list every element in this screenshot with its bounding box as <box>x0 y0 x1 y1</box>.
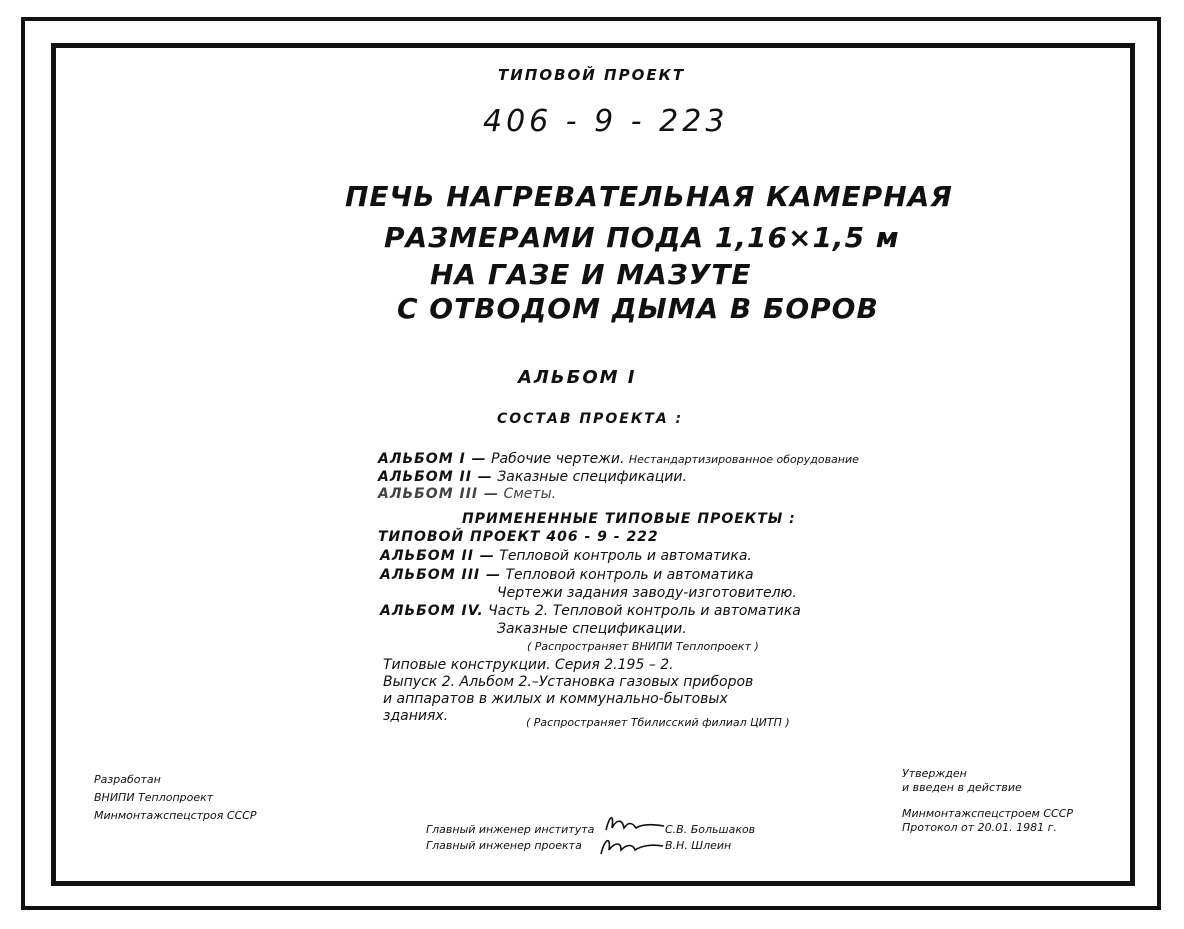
distributor-1: ( Распространяет ВНИПИ Теплопроект ) <box>527 640 759 653</box>
construction-line-1: Типовые конструкции. Серия 2.195 – 2. <box>383 657 674 673</box>
applied-album-4-line2: Заказные спецификации. <box>497 621 687 637</box>
title-line-4: С ОТВОДОМ ДЫМА В БОРОВ <box>397 292 879 325</box>
developer-line-1: Разработан <box>94 773 161 786</box>
album-2-label: АЛЬБОМ II — <box>378 469 493 485</box>
composition-item-2 <box>378 469 687 485</box>
composition-item-3 <box>378 486 556 502</box>
applied-album-2-text: Тепловой контроль и автоматика. <box>499 548 752 564</box>
applied-album-3 <box>380 567 754 583</box>
series-label: ТИПОВОЙ ПРОЕКТ <box>498 66 686 84</box>
applied-heading: ПРИМЕНЕННЫЕ ТИПОВЫЕ ПРОЕКТЫ : <box>462 511 796 527</box>
applied-album-3-label: АЛЬБОМ III — <box>380 567 502 583</box>
applied-album-4-text: Часть 2. Тепловой контроль и автоматика <box>488 603 801 619</box>
approval-line-4: Протокол от 20.01. 1981 г. <box>902 821 1057 834</box>
composition-item-1 <box>378 451 859 467</box>
applied-album-2 <box>380 548 752 564</box>
applied-album-4 <box>380 603 801 619</box>
construction-line-2: Выпуск 2. Альбом 2.–Установка газовых приборов <box>383 674 754 690</box>
album-3-text: Сметы. <box>503 486 557 502</box>
applied-album-2-label: АЛЬБОМ II — <box>380 548 495 564</box>
developer-line-2: ВНИПИ Теплопроект <box>94 791 214 804</box>
applied-album-4-label: АЛЬБОМ IV. <box>380 603 484 619</box>
album-1-label: АЛЬБОМ I — <box>378 451 487 467</box>
approval-line-3: Минмонтажспецстроем СССР <box>902 807 1074 820</box>
construction-line-4: зданиях. <box>383 708 449 724</box>
title-line-1: ПЕЧЬ НАГРЕВАТЕЛЬНАЯ КАМЕРНАЯ <box>345 180 953 213</box>
chief-institute-name: С.В. Большаков <box>665 823 756 836</box>
album-1-note: Нестандартизированное оборудование <box>628 453 859 466</box>
developer-line-3: Минмонтажспецстроя СССР <box>94 809 257 822</box>
applied-project: ТИПОВОЙ ПРОЕКТ 406 - 9 - 222 <box>378 529 659 545</box>
chief-project-name: В.Н. Шлеин <box>665 839 732 852</box>
album-2-text: Заказные спецификации. <box>497 469 687 485</box>
project-number: 406 - 9 - 223 <box>483 104 729 139</box>
chief-project-label: Главный инженер проекта <box>426 839 582 852</box>
construction-line-3: и аппаратов в жилых и коммунально-бытовых <box>383 691 728 707</box>
applied-album-3-text: Тепловой контроль и автоматика <box>505 567 754 583</box>
applied-album-3-line2: Чертежи задания заводу-изготовителю. <box>497 585 797 601</box>
chief-institute-label: Главный инженер института <box>426 823 595 836</box>
approval-line-2: и введен в действие <box>902 781 1022 794</box>
album-1-text: Рабочие чертежи. <box>491 451 625 467</box>
title-line-2: РАЗМЕРАМИ ПОДА 1,16×1,5 м <box>384 221 900 254</box>
signature-project-icon <box>597 832 665 860</box>
approval-line-1: Утвержден <box>902 767 967 780</box>
title-line-3: НА ГАЗЕ И МАЗУТЕ <box>430 258 752 291</box>
album-label: АЛЬБОМ I <box>518 367 637 388</box>
distributor-2: ( Распространяет Тбилисский филиал ЦИТП ) <box>526 716 790 729</box>
composition-heading: СОСТАВ ПРОЕКТА : <box>497 411 684 427</box>
album-3-label: АЛЬБОМ III — <box>378 486 500 502</box>
